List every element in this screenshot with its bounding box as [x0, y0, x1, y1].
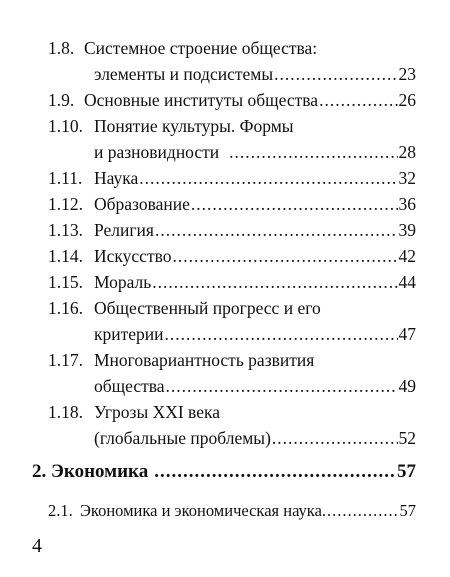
entry-page: 42	[398, 246, 416, 266]
entry-page: 47	[398, 324, 416, 344]
entry-page: 28	[398, 142, 416, 162]
entry-page: 23	[398, 64, 416, 84]
chapter-number: 2.	[32, 461, 47, 482]
entry-title-continued: (глобальные проблемы)	[94, 428, 271, 448]
entry-number: 1.17.	[48, 350, 83, 370]
leader-dots	[322, 500, 400, 522]
entry-number: 1.11.	[48, 168, 83, 188]
entry-number: 2.1.	[48, 501, 73, 520]
entry-page: 57	[399, 501, 416, 520]
entry-title: Наука	[94, 168, 139, 188]
entry-page: 39	[398, 220, 416, 240]
entry-title-continued: элементы и подсистемы	[94, 64, 274, 84]
entry-number: 1.10.	[48, 116, 83, 136]
leader-dots	[319, 89, 397, 111]
entry-title: Основные институты общества	[84, 90, 319, 110]
entry-page: 52	[398, 428, 416, 448]
entry-title: Экономика и экономическая наука	[80, 501, 322, 520]
entry-title: Мораль	[94, 272, 152, 292]
leader-dots	[154, 460, 396, 484]
entry-title-continued: и разновидности	[94, 142, 220, 162]
chapter-page: 57	[397, 461, 416, 482]
entry-number: 1.15.	[48, 272, 83, 292]
entry-title: Понятие культуры. Формы	[94, 116, 294, 136]
entry-page: 49	[398, 376, 416, 396]
leader-dots	[274, 63, 397, 85]
entry-page: 44	[398, 272, 416, 292]
leader-dots	[173, 245, 398, 267]
leader-dots	[139, 167, 397, 189]
entry-title: Искусство	[94, 246, 172, 266]
leader-dots	[191, 193, 398, 215]
entry-title: Многовариантность развития	[94, 350, 315, 370]
entry-title: Угрозы XXI века	[94, 402, 220, 422]
leader-dots	[166, 375, 398, 397]
entry-title-continued: общества	[94, 376, 165, 396]
entry-page: 32	[398, 168, 416, 188]
entry-number: 1.9.	[48, 90, 75, 110]
leader-dots	[155, 219, 398, 241]
entry-title: Религия	[94, 220, 154, 240]
entry-title: Системное строение общества:	[84, 38, 318, 58]
entry-number: 1.14.	[48, 246, 83, 266]
entry-page: 36	[398, 194, 416, 214]
entry-title-continued: критерии	[94, 324, 164, 344]
entry-number: 1.16.	[48, 298, 83, 318]
entry-title: Образование	[94, 194, 190, 214]
leader-dots	[152, 271, 397, 293]
entry-number: 1.13.	[48, 220, 83, 240]
leader-dots	[229, 141, 397, 163]
chapter-title: Экономика	[51, 461, 149, 482]
leader-dots	[272, 427, 398, 449]
entry-number: 1.12.	[48, 194, 83, 214]
entry-number: 1.8.	[48, 38, 75, 58]
entry-page: 26	[398, 90, 416, 110]
leader-dots	[165, 323, 398, 345]
entry-title: Общественный прогресс и его	[94, 298, 321, 318]
entry-number: 1.18.	[48, 402, 83, 422]
page-number: 4	[32, 535, 42, 557]
